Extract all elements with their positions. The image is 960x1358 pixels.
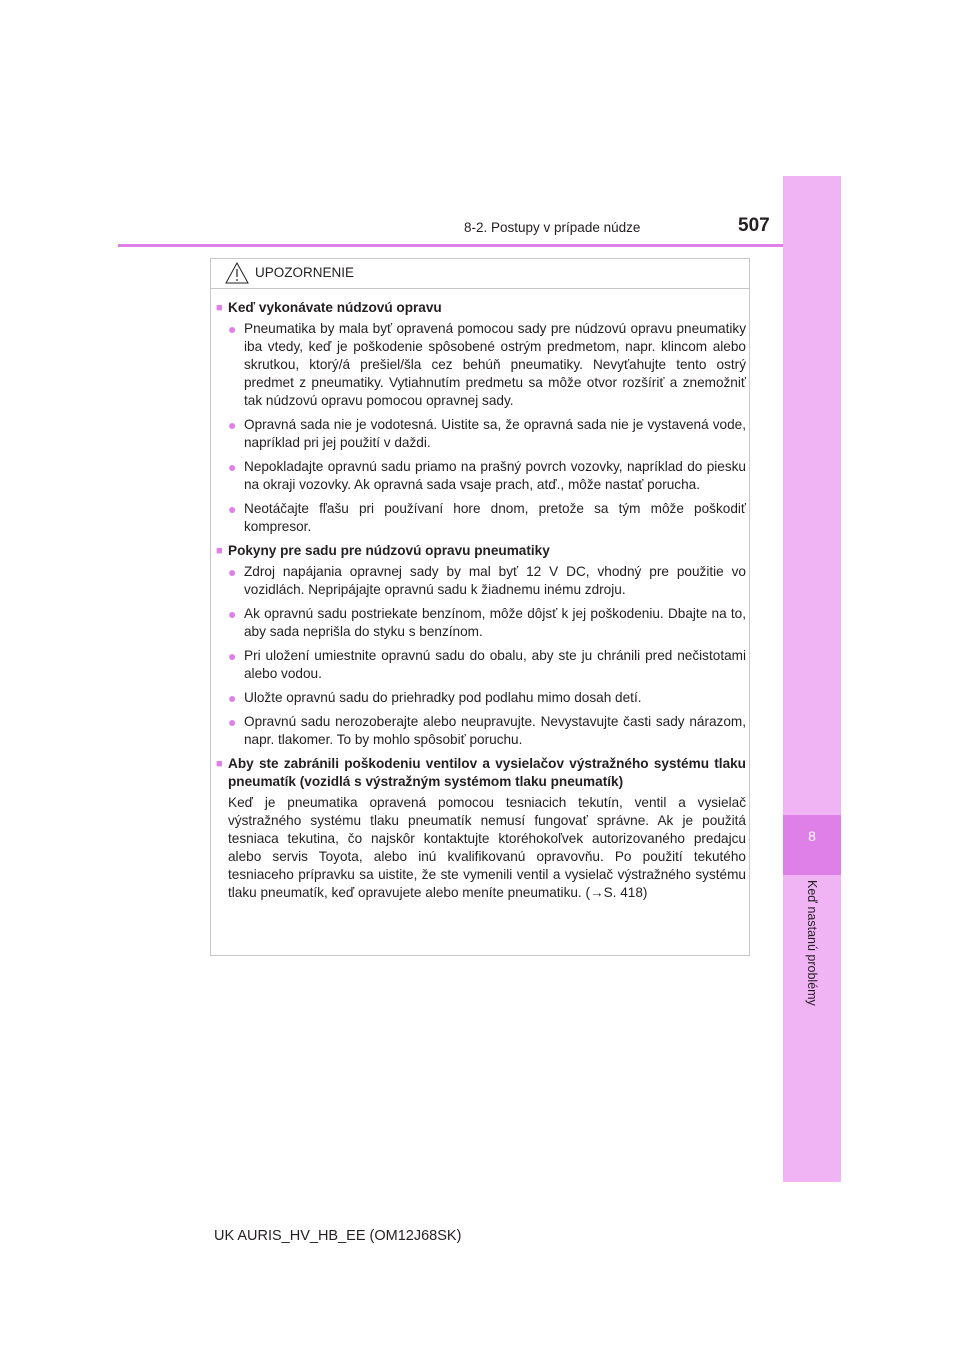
square-bullet-icon: ■ [216, 758, 223, 770]
warning-content [216, 299, 746, 902]
list-item: ● Zdroj napájania opravnej sady by mal byť 12 V DC, vhodný pre použitie vo vozidlách. Nepripájajte opravnú sadu k žiadnemu inému zdroju. [228, 564, 746, 597]
circle-bullet-icon: ● [228, 648, 237, 664]
chapter-title: Keď nastanú problémy [805, 880, 819, 1006]
list-item: ● Uložte opravnú sadu do priehradky pod podlahu mimo dosah detí. [228, 690, 642, 706]
circle-bullet-icon: ● [228, 459, 237, 475]
circle-bullet-icon: ● [228, 606, 237, 622]
list-item: ● Ak opravnú sadu postriekate benzínom, môže dôjsť k jej poškodeniu. Dbajte na to, aby sada neprišla do styku s benzínom. [228, 606, 746, 639]
section-heading: ■ Pokyny pre sadu pre núdzovú opravu pneumatiky [216, 543, 550, 558]
section-title: 8-2. Postupy v prípade núdze [464, 220, 641, 235]
document-footer: UK AURIS_HV_HB_EE (OM12J68SK) [214, 1228, 462, 1244]
list-item: ● Pri uložení umiestnite opravnú sadu do obalu, aby ste ju chránili pred nečistotami alebo vodou. [228, 648, 746, 681]
circle-bullet-icon: ● [228, 321, 237, 337]
page-number: 507 [738, 215, 770, 236]
circle-bullet-icon: ● [228, 501, 237, 517]
circle-bullet-icon: ● [228, 690, 237, 706]
list-item: ● Nepokladajte opravnú sadu priamo na prašný povrch vozovky, napríklad do piesku na okraji vozovky. Ak opravná sada vsaje prach, atď., môže nastať porucha. [228, 459, 746, 492]
warning-box [210, 258, 750, 956]
list-item: ● Pneumatika by mala byť opravená pomocou sady pre núdzovú opravu pneumatiky iba vtedy, keď je poškodenie spôsobené ostrým predmetom, napr. klincom alebo skrutkou, ktorý/á prešiel/šla cez behúň pneumatiky. Nevyťahujte tento ostrý predmet z pneumatiky. Vytiahnutím predmetu sa môže otvor rozšíriť a znemožniť tak núdzovú opravu pomocou opravnej sady. [228, 321, 746, 408]
square-bullet-icon: ■ [216, 302, 223, 314]
list-item: ● Opravná sada nie je vodotesná. Uistite sa, že opravná sada nie je vystavená vode, napríklad pri jej použití v daždi. [228, 417, 746, 450]
list-item: ● Neotáčajte fľašu pri používaní hore dnom, pretože sa tým môže poškodiť kompresor. [228, 501, 746, 534]
section-paragraph: Keď je pneumatika opravená pomocou tesniacich tekutín, ventil a vysielač výstražného systému tlaku pneumatík nemusí fungovať správne. Ak je použitá tesniaca tekutina, čo najskôr kontaktujte ktoréhokoľvek autorizovaného predajcu alebo servis Toyota, alebo inú kvalifikovanú opravovňu. Po použití tekutého tesniaceho prípravku sa uistite, že ste vymenili ventil a vysielač výstražného systému tlaku pneumatík, keď opravujete alebo meníte pneumatiku. (→S. 418) [228, 795, 746, 900]
header-divider [118, 244, 783, 247]
chapter-title-container [805, 880, 819, 1040]
circle-bullet-icon: ● [228, 417, 237, 433]
list-item: ● Opravnú sadu nerozoberajte alebo neupravujte. Nevystavujte časti sady nárazom, napr. tlakomer. To by mohlo spôsobiť poruchu. [228, 714, 746, 747]
warning-triangle-icon [225, 262, 249, 284]
warning-header [211, 259, 749, 289]
warning-title: UPOZORNENIE [255, 265, 355, 280]
section-heading: ■ Aby ste zabránili poškodeniu ventilov a vysielačov výstražného systému tlaku pneumatík (vozidlá s výstražným systémom tlaku pneumatík) [216, 756, 746, 789]
section-heading: ■ Keď vykonávate núdzovú opravu [216, 300, 442, 315]
chapter-number-block [783, 815, 841, 875]
circle-bullet-icon: ● [228, 714, 237, 730]
square-bullet-icon: ■ [216, 545, 223, 557]
circle-bullet-icon: ● [228, 564, 237, 580]
chapter-number: 8 [808, 828, 816, 844]
